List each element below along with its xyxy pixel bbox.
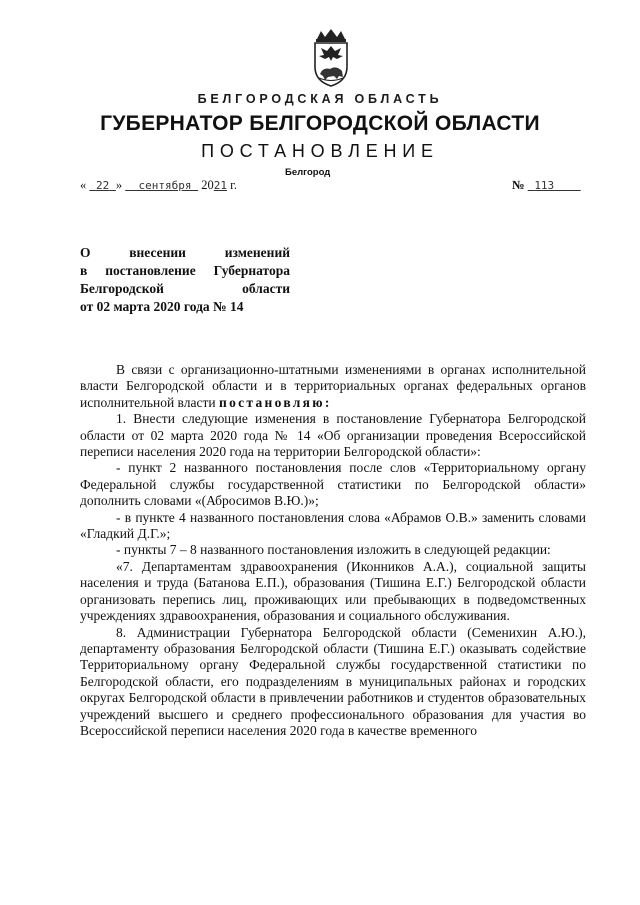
decree-body (80, 362, 586, 739)
subject-line-1: О внесении изменений (80, 245, 290, 260)
region-heading: БЕЛГОРОДСКАЯ ОБЛАСТЬ (197, 92, 443, 106)
city-name: Белгород (285, 167, 331, 178)
subject-line-3: Белгородской области (80, 281, 290, 296)
number-value (528, 179, 581, 192)
date-close-quote: » (115, 178, 123, 192)
date-day (89, 179, 116, 192)
date-month-value: сентября (138, 179, 192, 192)
governor-title: ГУБЕРНАТОР БЕЛГОРОДСКОЙ ОБЛАСТИ (100, 112, 540, 135)
decree-number (512, 178, 581, 193)
preamble-paragraph (80, 362, 586, 411)
paragraph-6: 8. Администрации Губернатора Белгородской области (Семенихин А.Ю.), департаменту образования Белгородской области (Тишина Е.Г.) оказывать содействие Территориальному органу Федеральной службы государственной статистики по Белгородской области, его подразделениям в муниципальных районах и городских округах Белгородской области в привлечении работников и студентов образовательных учреждений высшего и среднего профессионального образования для участия во Всероссийской переписи населения 2020 года в качестве временного (80, 624, 586, 738)
paragraph-4: - пункты 7 – 8 названного постановления изложить в следующей редакции: (116, 542, 551, 558)
date-open-quote: « (80, 178, 87, 192)
document-type: ПОСТАНОВЛЕНИЕ (201, 141, 439, 161)
date-month (125, 179, 198, 192)
paragraph-1: 1. Внести следующие изменения в постановление Губернатора Белгородской области от 02 марта 2020 года № 14 «Об организации проведения Всероссийской переписи населения 2020 года на территории Белгородской области»: (80, 411, 586, 460)
coat-of-arms-emblem (303, 27, 359, 89)
subject-line-4: от 02 марта 2020 года № 14 (80, 299, 244, 314)
decree-subject (80, 244, 290, 316)
subject-line-2: в постановление Губернатора (80, 263, 290, 278)
date-year-prefix: 20 (201, 178, 214, 192)
number-label: № (512, 178, 525, 192)
decree-date (80, 178, 237, 193)
decree-colon: : (324, 394, 330, 410)
number-value-text: 113 (534, 179, 555, 192)
paragraph-2: - пункт 2 названного постановления после слов «Территориальному органу Федеральной службы государственной статистики по Белгородской области» дополнить словами «(Абросимов В.Ю.)»; (80, 460, 586, 509)
preamble-text: В связи с организационно-штатными изменениями в органах исполнительной власти Белгородской области и в территориальных органах федеральных органов исполнительной власти (80, 362, 586, 410)
paragraph-3: - в пункте 4 названного постановления слова «Абрамов О.В.» заменить словами «Гладкий Д.Г.»; (80, 509, 586, 542)
date-year-suffix: 21 (213, 179, 227, 192)
decree-word: постановляю (218, 394, 325, 410)
date-year-abbr: г. (230, 178, 237, 192)
paragraph-5: «7. Департаментам здравоохранения (Иконников А.А.), социальной защиты населения и труда (Батанова Е.П.), образования (Тишина Е.Г.) Белгородской области организовать перепись лиц, проживающих или пребывающих в подведомственных учреждениях здравоохранения, образования и социального обслуживания. (80, 558, 586, 624)
date-day-value: 22 (96, 179, 110, 192)
